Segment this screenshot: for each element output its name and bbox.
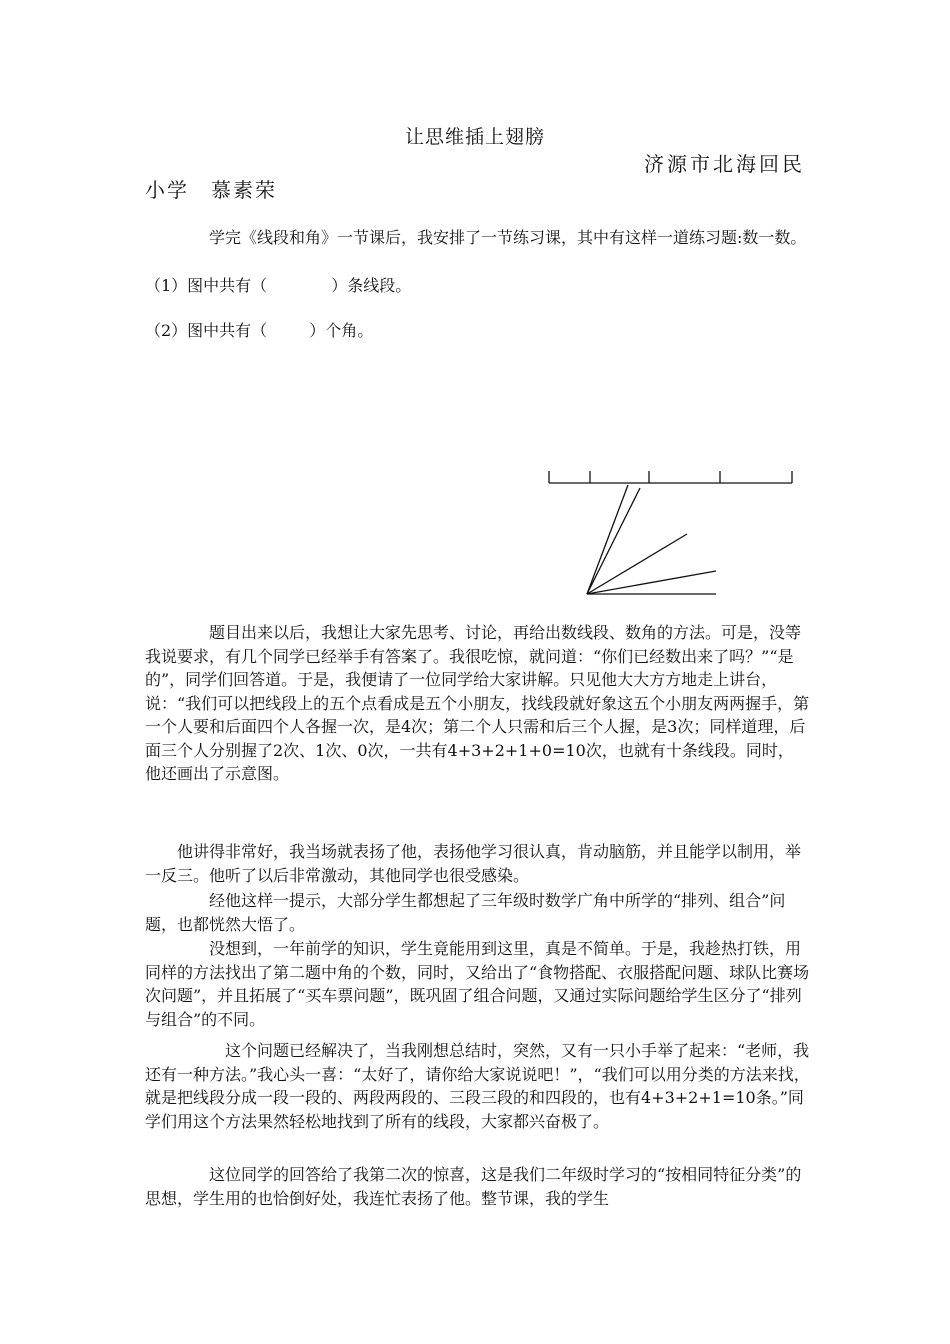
- intro-paragraph: 学完《线段和角》一节课后，我安排了一节练习课，其中有这样一道练习题:数一数。: [209, 228, 807, 247]
- body-paragraph-6: 这位同学的回答给了我第二次的惊喜，这是我们二年级时学习的“按相同特征分类”的思想，学生用的也恰倒好处，我连忙表扬了他。整节课，我的学生: [145, 1165, 802, 1208]
- body-paragraph-4: 没想到，一年前学的知识，学生竟能用到这里，真是不简单。于是，我趁热打铁，用同样的方法找出了第二题中角的个数，同时，又给出了“食物搭配、衣服搭配问题、球队比赛场次问题”，并且拓展了“买车票问题”，既巩固了组合问题，又通过实际问题给学生区分了“排列与组合”的不同。: [145, 939, 810, 1029]
- question-1-prefix: （1）图中共有（: [145, 276, 268, 295]
- document-title: 让思维插上翅膀: [404, 126, 545, 148]
- question-1-suffix: ）条线段。: [331, 276, 412, 295]
- body-paragraph-5: 这个问题已经解决了，当我刚想总结时，突然，又有一只小手举了起来：“老师，我还有一种方法。”我心头一喜：“太好了，请你给大家说说吧！”，“我们可以用分类的方法来找，就是把线段分成一段一段的、两段两段的、三段三段的和四段的，也有4+3+2+1=10条。”同学们用这个方法果然轻松地找到了所有的线段，大家都兴奋极了。: [145, 1041, 810, 1131]
- question-2-prefix: （2）图中共有（: [145, 321, 268, 340]
- body-paragraph-1: 题目出来以后，我想让大家先思考、讨论，再给出数线段、数角的方法。可是，没等我说要求，有几个同学已经举手有答案了。我很吃惊，就问道：“你们已经数出来了吗？”“是的”，同学们回答道。于是，我便请了一位同学给大家讲解。只见他大大方方地走上讲台，说：“我们可以把线段上的五个点看成是五个小朋友，找线段就好象这五个小朋友两两握手，第一个人要和后面四个人各握一次，是4次；第二个人只需和后三个人握，是3次；同样道理，后面三个人分别握了2次、1次、0次，一共有4+3+2+1+0=10次，也就有十条线段。同时， 他还画出了示意图。: [145, 623, 810, 783]
- body-paragraph-2: 他讲得非常好，我当场就表扬了他，表扬他学习很认真，肯动脑筋，并且能学以制用，举一反三。他听了以后非常激动，其他同学也很受感染。: [145, 842, 802, 885]
- author-name: 慕素荣: [211, 178, 277, 202]
- author-organization: 济源市北海回民: [644, 152, 805, 176]
- author-school: 小学: [145, 178, 189, 202]
- body-paragraph-3: 经他这样一提示，大部分学生都想起了三年级时数学广角中所学的“排列、组合”问题，也都恍然大悟了。: [145, 891, 786, 934]
- figure-angle-ray: [587, 485, 628, 594]
- question-2-suffix: ）个角。: [309, 321, 374, 340]
